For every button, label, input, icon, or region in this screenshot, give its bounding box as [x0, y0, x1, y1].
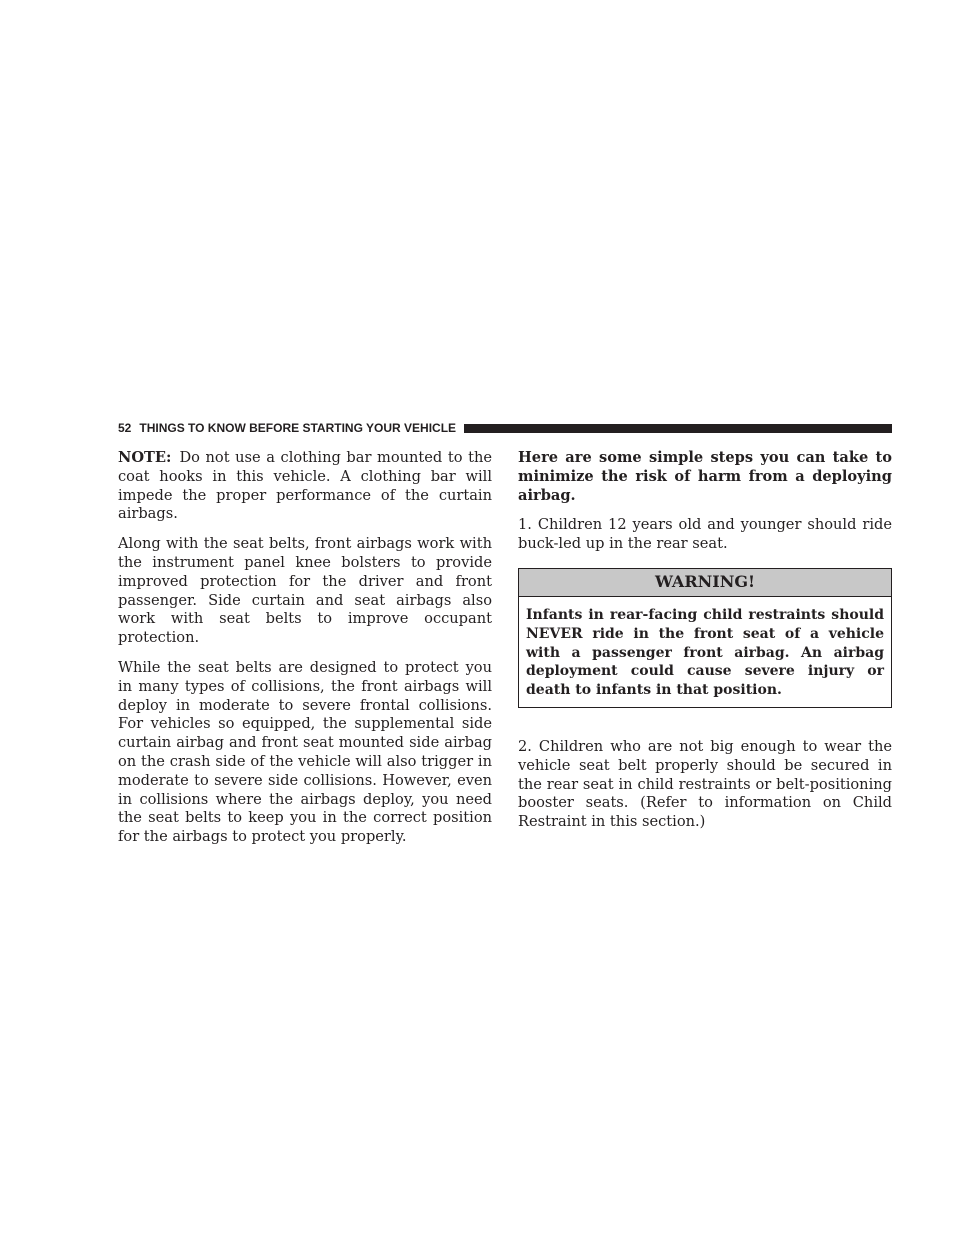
right-column [518, 449, 892, 843]
safety-steps-intro: Here are some simple steps you can take to minimize the risk of harm from a deploying airbag. [518, 449, 892, 504]
page-header [118, 419, 892, 437]
left-column [118, 449, 492, 858]
header-rule [464, 424, 892, 433]
note-text: Do not use a clothing bar mounted to the coat hooks in this vehicle. A clothing bar will impede the proper performance of the curtain airbags. [118, 449, 492, 523]
warning-box [518, 568, 892, 708]
section-title: THINGS TO KNOW BEFORE STARTING YOUR VEHICLE [139, 421, 457, 435]
warning-title: WARNING! [519, 569, 891, 597]
note-label: NOTE: [118, 449, 172, 466]
note-paragraph [118, 449, 492, 524]
step-2-paragraph: 2. Children who are not big enough to wear the vehicle seat belt properly should be secured in the rear seat in child restraints or belt-positioning booster seats. (Refer to information on Child Restraint in this section.) [518, 737, 892, 831]
airbag-knee-bolster-paragraph: Along with the seat belts, front airbags work with the instrument panel knee bolsters to provide improved protection for the driver and front passenger. Side curtain and seat airbags also work with seat belts to improve occupant protection. [118, 535, 492, 647]
page-number: 52 [118, 421, 132, 435]
warning-body: Infants in rear-facing child restraints should NEVER ride in the front seat of a vehicle with a passenger front airbag. An airbag deployment could cause severe injury or death to infants in that position. [526, 606, 884, 699]
collision-deployment-paragraph: While the seat belts are designed to protect you in many types of collisions, the front airbags will deploy in moderate to severe frontal collisions. For vehicles so equipped, the supplemental side curtain airbag and front seat mounted side airbag on the crash side of the vehicle will also trigger in moderate to severe side collisions. However, even in collisions where the airbags deploy, you need the seat belts to keep you in the correct position for the airbags to protect you properly. [118, 658, 492, 846]
step-1-paragraph: 1. Children 12 years old and younger should ride buck-led up in the rear seat. [518, 516, 892, 553]
